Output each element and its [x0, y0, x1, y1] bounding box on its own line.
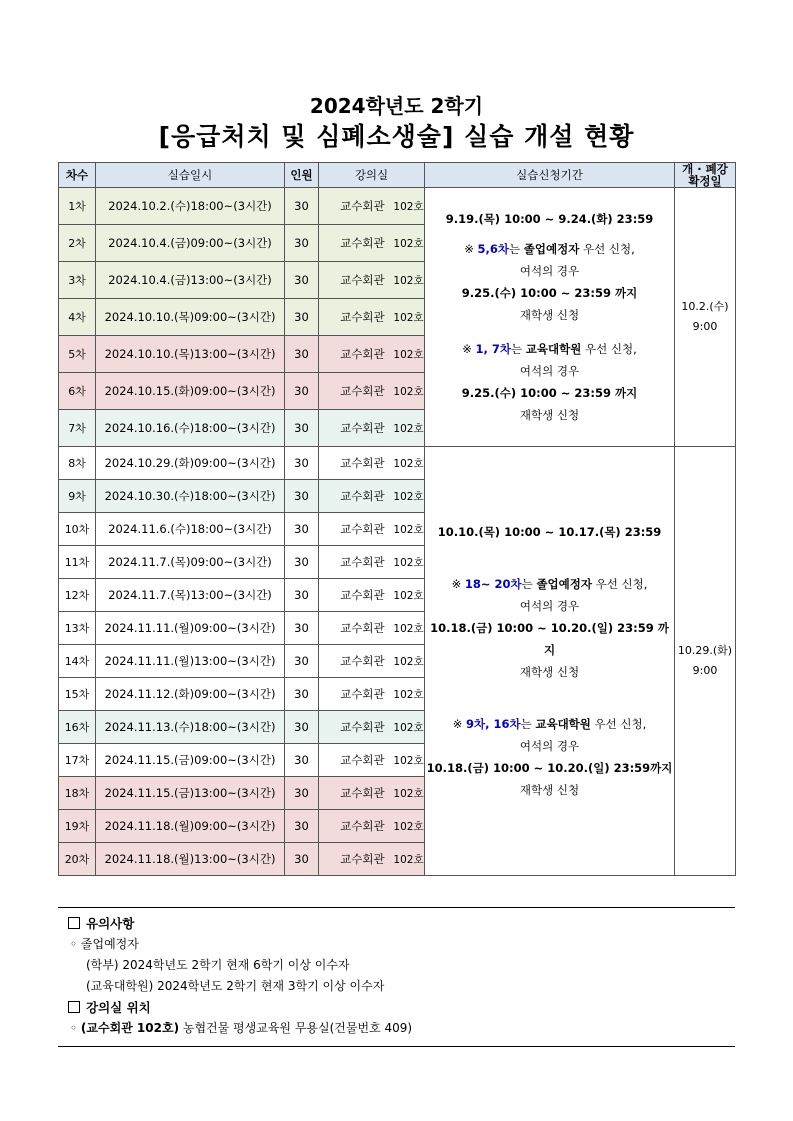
capacity-cell: 30	[285, 546, 319, 579]
room-number: 102호	[393, 623, 424, 635]
round-cell: 8차	[59, 447, 96, 480]
header-period: 실습신청기간	[425, 163, 675, 188]
open-close-date: 10.2.(수)	[681, 300, 729, 313]
room-cell	[319, 711, 425, 744]
room-number: 102호	[393, 557, 424, 569]
capacity-cell: 30	[285, 225, 319, 262]
round-cell: 12차	[59, 579, 96, 612]
location-line: ◦ (교수회관 102호) 농협건물 평생교육원 무용실(건물번호 409)	[70, 1021, 413, 1035]
header-capacity: 인원	[285, 163, 319, 188]
remaining-seats-label: 여석의 경우	[519, 599, 580, 613]
graduate-undergrad-criteria: (학부) 2024학년도 2학기 현재 6학기 이상 이수자	[86, 958, 350, 972]
round-cell: 2차	[59, 225, 96, 262]
room-number: 102호	[393, 722, 424, 734]
room-name: 교수회관	[340, 687, 385, 701]
enrolled-application-period: 10.18.(금) 10:00 ~ 10.20.(일) 23:59 까지	[430, 621, 669, 657]
room-cell	[319, 744, 425, 777]
datetime-cell: 2024.10.15.(화)09:00~(3시간)	[96, 373, 285, 410]
room-name: 교수회관	[340, 621, 385, 635]
datetime-cell: 2024.10.29.(화)09:00~(3시간)	[96, 447, 285, 480]
datetime-cell: 2024.11.18.(월)09:00~(3시간)	[96, 810, 285, 843]
room-number: 102호	[393, 275, 424, 287]
room-number: 102호	[393, 423, 424, 435]
room-cell	[319, 777, 425, 810]
room-name: 교수회관	[340, 273, 385, 287]
datetime-cell: 2024.11.7.(목)13:00~(3시간)	[96, 579, 285, 612]
table-header-row	[59, 163, 736, 188]
page-subtitle: [응급처치 및 심폐소생술] 실습 개설 현황	[158, 122, 635, 151]
room-name: 교수회관	[340, 753, 385, 767]
remaining-seats-label: 여석의 경우	[519, 739, 580, 753]
room-cell	[319, 843, 425, 876]
round-cell: 3차	[59, 262, 96, 299]
capacity-cell: 30	[285, 447, 319, 480]
room-number: 102호	[393, 349, 424, 361]
capacity-cell: 30	[285, 711, 319, 744]
room-cell	[319, 262, 425, 299]
room-name: 교수회관	[340, 489, 385, 503]
enrolled-application-label: 재학생 신청	[519, 665, 580, 679]
room-name: 교수회관	[340, 522, 385, 536]
room-number: 102호	[393, 524, 424, 536]
round-cell: 7차	[59, 410, 96, 447]
round-cell: 18차	[59, 777, 96, 810]
datetime-cell: 2024.10.16.(수)18:00~(3시간)	[96, 410, 285, 447]
room-cell	[319, 480, 425, 513]
location-desc: 농협건물 평생교육원 무용실(건물번호 409)	[179, 1021, 413, 1035]
datetime-cell: 2024.11.11.(월)13:00~(3시간)	[96, 645, 285, 678]
room-number: 102호	[393, 656, 424, 668]
remaining-seats-label: 여석의 경우	[519, 364, 580, 378]
datetime-cell: 2024.10.10.(목)13:00~(3시간)	[96, 336, 285, 373]
capacity-cell: 30	[285, 645, 319, 678]
datetime-cell: 2024.10.2.(수)18:00~(3시간)	[96, 188, 285, 225]
capacity-cell: 30	[285, 777, 319, 810]
room-number: 102호	[393, 854, 424, 866]
table-row	[59, 447, 736, 480]
capacity-cell: 30	[285, 810, 319, 843]
graduate-label: ◦ 졸업예정자	[70, 937, 139, 951]
application-period-main: 10.10.(목) 10:00 ~ 10.17.(목) 23:59	[437, 525, 662, 539]
enrolled-application-period: 10.18.(금) 10:00 ~ 10.20.(일) 23:59까지	[426, 761, 673, 775]
datetime-cell: 2024.11.13.(수)18:00~(3시간)	[96, 711, 285, 744]
priority-note-edu-grad: ※ 1, 7차는 교육대학원 우선 신청,	[462, 342, 637, 356]
room-cell	[319, 188, 425, 225]
open-close-time: 9:00	[692, 664, 718, 677]
room-name: 교수회관	[340, 852, 385, 866]
location-heading: 강의실 위치	[68, 997, 412, 1018]
room-cell	[319, 410, 425, 447]
round-cell: 10차	[59, 513, 96, 546]
capacity-cell: 30	[285, 299, 319, 336]
enrolled-application-label: 재학생 신청	[519, 408, 580, 422]
datetime-cell: 2024.11.12.(화)09:00~(3시간)	[96, 678, 285, 711]
room-name: 교수회관	[340, 347, 385, 361]
room-number: 102호	[393, 238, 424, 250]
priority-note-edu-grad: ※ 9차, 16차는 교육대학원 우선 신청,	[452, 717, 647, 731]
room-name: 교수회관	[340, 555, 385, 569]
open-close-date-cell	[675, 447, 736, 876]
open-close-date: 10.29.(화)	[677, 644, 733, 657]
room-name: 교수회관	[340, 199, 385, 213]
remaining-seats-label: 여석의 경우	[519, 264, 580, 278]
priority-note-graduates: ※ 5,6차는 졸업예정자 우선 신청,	[464, 242, 635, 256]
header-room: 강의실	[319, 163, 425, 188]
room-number: 102호	[393, 689, 424, 701]
room-cell	[319, 447, 425, 480]
room-cell	[319, 513, 425, 546]
room-cell	[319, 579, 425, 612]
round-cell: 4차	[59, 299, 96, 336]
room-number: 102호	[393, 821, 424, 833]
round-cell: 5차	[59, 336, 96, 373]
room-name: 교수회관	[340, 421, 385, 435]
location-name: (교수회관 102호)	[80, 1021, 180, 1035]
room-number: 102호	[393, 491, 424, 503]
checkbox-square-icon	[68, 1001, 80, 1013]
round-cell: 13차	[59, 612, 96, 645]
open-close-date-cell	[675, 188, 736, 447]
capacity-cell: 30	[285, 410, 319, 447]
header-open-close	[675, 163, 736, 188]
datetime-cell: 2024.11.18.(월)13:00~(3시간)	[96, 843, 285, 876]
round-cell: 14차	[59, 645, 96, 678]
enrolled-application-period: 9.25.(수) 10:00 ~ 23:59 까지	[461, 386, 638, 400]
notes-section	[68, 913, 412, 1039]
room-cell	[319, 299, 425, 336]
round-cell: 16차	[59, 711, 96, 744]
capacity-cell: 30	[285, 336, 319, 373]
application-period-main: 9.19.(목) 10:00 ~ 9.24.(화) 23:59	[445, 212, 654, 226]
table-row	[59, 188, 736, 225]
enrolled-application-period: 9.25.(수) 10:00 ~ 23:59 까지	[461, 286, 638, 300]
capacity-cell: 30	[285, 188, 319, 225]
room-number: 102호	[393, 788, 424, 800]
capacity-cell: 30	[285, 843, 319, 876]
room-number: 102호	[393, 590, 424, 602]
round-cell: 6차	[59, 373, 96, 410]
round-cell: 1차	[59, 188, 96, 225]
open-close-time: 9:00	[692, 320, 718, 333]
schedule-table	[58, 162, 736, 876]
room-name: 교수회관	[340, 720, 385, 734]
application-period-cell	[425, 188, 675, 447]
datetime-cell: 2024.11.15.(금)13:00~(3시간)	[96, 777, 285, 810]
capacity-cell: 30	[285, 373, 319, 410]
room-cell	[319, 810, 425, 843]
capacity-cell: 30	[285, 678, 319, 711]
header-open-close-line1: 개 · 폐강	[682, 162, 728, 176]
room-name: 교수회관	[340, 786, 385, 800]
caution-heading: 유의사항	[68, 913, 412, 934]
room-number: 102호	[393, 312, 424, 324]
capacity-cell: 30	[285, 513, 319, 546]
room-cell	[319, 645, 425, 678]
header-round: 차수	[59, 163, 96, 188]
room-number: 102호	[393, 386, 424, 398]
room-cell	[319, 546, 425, 579]
application-period-cell	[425, 447, 675, 876]
round-cell: 17차	[59, 744, 96, 777]
datetime-cell: 2024.11.11.(월)09:00~(3시간)	[96, 612, 285, 645]
room-cell	[319, 612, 425, 645]
datetime-cell: 2024.10.4.(금)13:00~(3시간)	[96, 262, 285, 299]
checkbox-square-icon	[68, 917, 80, 929]
room-name: 교수회관	[340, 310, 385, 324]
capacity-cell: 30	[285, 262, 319, 299]
room-name: 교수회관	[340, 384, 385, 398]
room-name: 교수회관	[340, 654, 385, 668]
round-cell: 11차	[59, 546, 96, 579]
room-number: 102호	[393, 458, 424, 470]
capacity-cell: 30	[285, 480, 319, 513]
round-cell: 20차	[59, 843, 96, 876]
round-cell: 19차	[59, 810, 96, 843]
room-cell	[319, 373, 425, 410]
room-name: 교수회관	[340, 456, 385, 470]
datetime-cell: 2024.11.7.(목)09:00~(3시간)	[96, 546, 285, 579]
graduate-edu-criteria: (교육대학원) 2024학년도 2학기 현재 3학기 이상 이수자	[86, 979, 385, 993]
header-datetime: 실습일시	[96, 163, 285, 188]
datetime-cell: 2024.10.30.(수)18:00~(3시간)	[96, 480, 285, 513]
datetime-cell: 2024.10.4.(금)09:00~(3시간)	[96, 225, 285, 262]
datetime-cell: 2024.11.6.(수)18:00~(3시간)	[96, 513, 285, 546]
datetime-cell: 2024.10.10.(목)09:00~(3시간)	[96, 299, 285, 336]
room-cell	[319, 336, 425, 373]
room-name: 교수회관	[340, 588, 385, 602]
room-number: 102호	[393, 201, 424, 213]
page-title: 2024학년도 2학기	[309, 94, 484, 118]
room-name: 교수회관	[340, 819, 385, 833]
notes-bottom-divider	[58, 1046, 735, 1047]
priority-note-graduates: ※ 18~ 20차는 졸업예정자 우선 신청,	[451, 577, 648, 591]
capacity-cell: 30	[285, 744, 319, 777]
room-name: 교수회관	[340, 236, 385, 250]
datetime-cell: 2024.11.15.(금)09:00~(3시간)	[96, 744, 285, 777]
room-cell	[319, 225, 425, 262]
notes-top-divider	[58, 907, 735, 908]
room-number: 102호	[393, 755, 424, 767]
enrolled-application-label: 재학생 신청	[519, 308, 580, 322]
room-cell	[319, 678, 425, 711]
round-cell: 9차	[59, 480, 96, 513]
enrolled-application-label: 재학생 신청	[519, 783, 580, 797]
capacity-cell: 30	[285, 579, 319, 612]
header-open-close-line2: 확정일	[688, 174, 722, 188]
capacity-cell: 30	[285, 612, 319, 645]
round-cell: 15차	[59, 678, 96, 711]
